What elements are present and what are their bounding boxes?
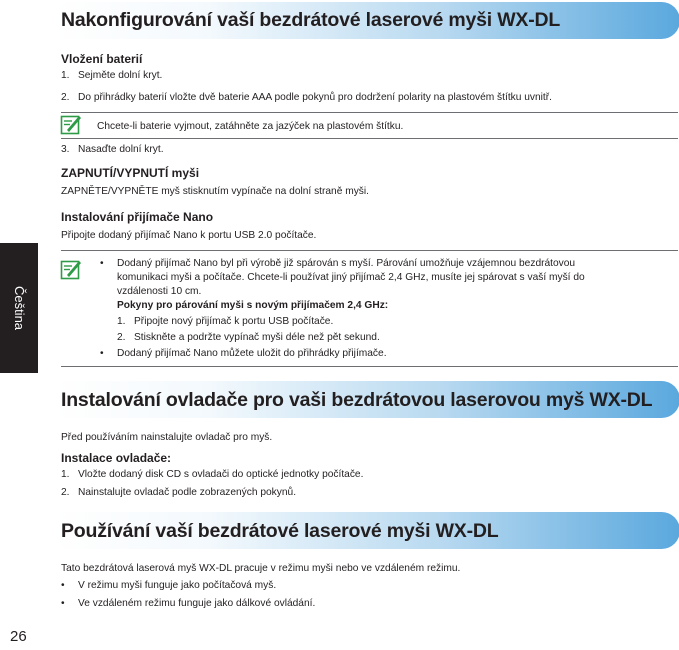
note-divider (61, 250, 678, 251)
bullet-icon: • (61, 598, 65, 609)
driver-heading: Instalace ovladače: (61, 451, 172, 465)
pairing-step-number: 2. (117, 332, 126, 343)
bullet-icon: • (100, 258, 104, 269)
usage-bullet: Ve vzdáleném režimu funguje jako dálkové ovládání. (78, 598, 316, 609)
step-number: 1. (61, 469, 70, 480)
step-number: 3. (61, 144, 70, 155)
power-heading: ZAPNUTÍ/VYPNUTÍ myši (61, 166, 200, 180)
receiver-note-bullet: Dodaný přijímač Nano můžete uložit do přihrádky přijímače. (117, 348, 387, 359)
section-title: Nakonfigurování vaší bezdrátové laserové myši WX-DL (61, 9, 561, 31)
usage-intro: Tato bezdrátová laserová myš WX-DL pracuje v režimu myši nebo ve vzdáleném režimu. (61, 563, 461, 574)
page-number: 26 (10, 628, 27, 645)
receiver-note-line: komunikaci myši a počítače. Chcete-li používat jiný přijímač 2,4 GHz, musíte jej spárovat s vaší myší do (117, 272, 585, 283)
bullet-icon: • (61, 580, 65, 591)
power-text: ZAPNĚTE/VYPNĚTE myš stisknutím vypínače na dolní straně myši. (61, 186, 369, 197)
battery-note-text: Chcete-li baterie vyjmout, zatáhněte za jazýček na plastovém štítku. (97, 121, 404, 132)
pairing-heading: Pokyny pro párování myši s novým přijímačem 2,4 GHz: (117, 300, 389, 311)
bullet-icon: • (100, 348, 104, 359)
step-number: 2. (61, 487, 70, 498)
battery-step-text: Do přihrádky baterií vložte dvě baterie AAA podle pokynů pro dodržení polarity na plastovém štítku uvnitř. (78, 92, 552, 103)
battery-step-text: Sejměte dolní kryt. (78, 70, 163, 81)
battery-step-text: Nasaďte dolní kryt. (78, 144, 164, 155)
note-pencil-icon (60, 258, 82, 280)
receiver-heading: Instalování přijímače Nano (61, 210, 214, 224)
receiver-text: Připojte dodaný přijímač Nano k portu USB 2.0 počítače. (61, 230, 317, 241)
note-divider (61, 366, 678, 367)
step-number: 2. (61, 92, 70, 103)
note-divider (61, 112, 678, 113)
note-divider (61, 138, 678, 139)
pairing-step-text: Připojte nový přijímač k portu USB počítače. (134, 316, 334, 327)
usage-bullet: V režimu myši funguje jako počítačová myš. (78, 580, 277, 591)
receiver-note-line: vzdálenosti 10 cm. (117, 286, 202, 297)
battery-heading: Vložení baterií (61, 52, 143, 66)
note-pencil-icon (60, 113, 82, 135)
section-title: Používání vaší bezdrátové laserové myši WX-DL (61, 520, 499, 542)
driver-step-text: Nainstalujte ovladač podle zobrazených pokynů. (78, 487, 297, 498)
receiver-note-line: Dodaný přijímač Nano byl při výrobě již spárován s myší. Párování umožňuje vzájemnou bezdrátovou (117, 258, 576, 269)
section-title: Instalování ovladače pro vaši bezdrátovou laserovou myš WX-DL (61, 389, 653, 411)
language-side-label: Čeština (12, 285, 27, 331)
pairing-step-text: Stiskněte a podržte vypínač myši déle než pět sekund. (134, 332, 380, 343)
pairing-step-number: 1. (117, 316, 126, 327)
driver-intro: Před používáním nainstalujte ovladač pro myš. (61, 432, 273, 443)
driver-step-text: Vložte dodaný disk CD s ovladači do optické jednotky počítače. (78, 469, 364, 480)
step-number: 1. (61, 70, 70, 81)
